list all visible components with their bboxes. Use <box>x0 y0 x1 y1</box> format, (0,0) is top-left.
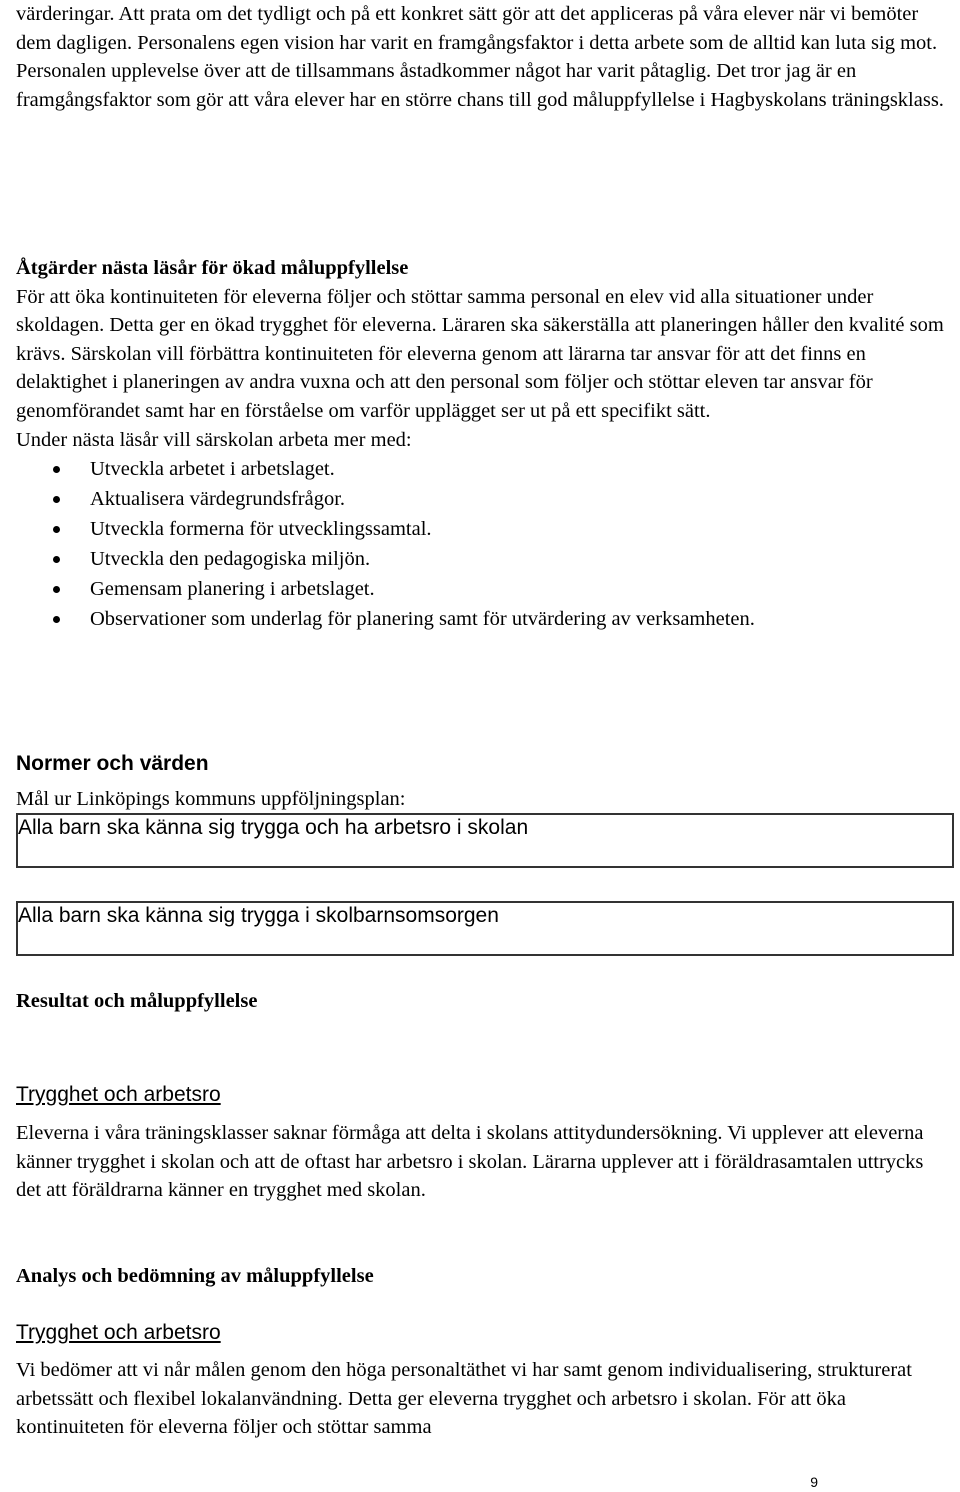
goal-text: Alla barn ska känna sig trygga i skolbarnsomsorgen <box>18 904 499 927</box>
action-list <box>16 454 951 634</box>
list-item: Utveckla formerna för utvecklingssamtal. <box>16 514 951 544</box>
section-heading-normer: Normer och värden <box>16 752 209 775</box>
page-number: 9 <box>810 1474 818 1490</box>
section-heading-atgarder: Åtgärder nästa läsår för ökad måluppfyllelse <box>16 257 409 279</box>
section-heading-analys: Analys och bedömning av måluppfyllelse <box>16 1265 374 1287</box>
bullet-icon <box>53 556 60 563</box>
analys-subheading: Trygghet och arbetsro <box>16 1321 221 1344</box>
bullet-icon <box>53 616 60 623</box>
list-item: Gemensam planering i arbetslaget. <box>16 574 951 604</box>
goal-text: Alla barn ska känna sig trygga och ha arbetsro i skolan <box>18 816 529 839</box>
bullet-icon <box>53 526 60 533</box>
normer-subheading: Mål ur Linköpings kommuns uppföljningsplan: <box>16 788 406 810</box>
list-item: Observationer som underlag för planering samt för utvärdering av verksamheten. <box>16 604 951 634</box>
list-item: Utveckla den pedagogiska miljön. <box>16 544 951 574</box>
analys-paragraph: Vi bedömer att vi når målen genom den höga personaltäthet vi har samt genom individualisering, strukturerat arbetssätt och flexibel lokalanvändning. Detta ger eleverna trygghet och arbetsro i skolan. För att öka kontinuiteten för eleverna följer och stöttar samma <box>16 1359 912 1439</box>
intro-paragraph: värderingar. Att prata om det tydligt och på ett konkret sätt gör att det appliceras på våra elever när vi bemöter dem dagligen. Personalens egen vision har varit en framgångsfaktor i detta arbete som de alltid kan luta sig mot. Personalen upplevelse över att de tillsammans åstadkommer något har varit påtaglig. Det tror jag är en framgångsfaktor som gör att våra elever har en större chans till god måluppfyllelse i Hagbyskolans träningsklass. <box>16 3 944 111</box>
goal-box <box>16 901 954 956</box>
section-heading-resultat: Resultat och måluppfyllelse <box>16 990 258 1012</box>
atgarder-paragraph: För att öka kontinuiteten för eleverna följer och stöttar samma personal en elev vid alla situationer under skoldagen. Detta ger en ökad trygghet för eleverna. Läraren ska säkerställa att planeringen håller den kvalité som krävs. Särskolan vill förbättra kontinuiteten för eleverna genom att lärarna tar ansvar för att det finns en delaktighet i planeringen av andra vuxna och att den personal som följer och stöttar eleven tar ansvar för genomförandet samt har en förståelse om varför upplägget ser ut på ett specifikt sätt. <box>16 285 944 422</box>
section-atgarder <box>16 254 951 634</box>
list-item: Aktualisera värdegrundsfrågor. <box>16 484 951 514</box>
list-intro: Under nästa läsår vill särskolan arbeta mer med: <box>16 428 412 451</box>
resultat-subheading: Trygghet och arbetsro <box>16 1083 221 1106</box>
resultat-paragraph: Eleverna i våra träningsklasser saknar förmåga att delta i skolans attitydundersökning. Vi upplever att eleverna känner trygghet i skolan och att de oftast har arbetsro i skolan. Lärarna upplever att i föräldrasamtalen uttrycks det att föräldrarna känner en trygghet med skolan. <box>16 1122 924 1202</box>
bullet-icon <box>53 466 60 473</box>
list-item: Utveckla arbetet i arbetslaget. <box>16 454 951 484</box>
goal-box <box>16 813 954 868</box>
bullet-icon <box>53 586 60 593</box>
bullet-icon <box>53 496 60 503</box>
